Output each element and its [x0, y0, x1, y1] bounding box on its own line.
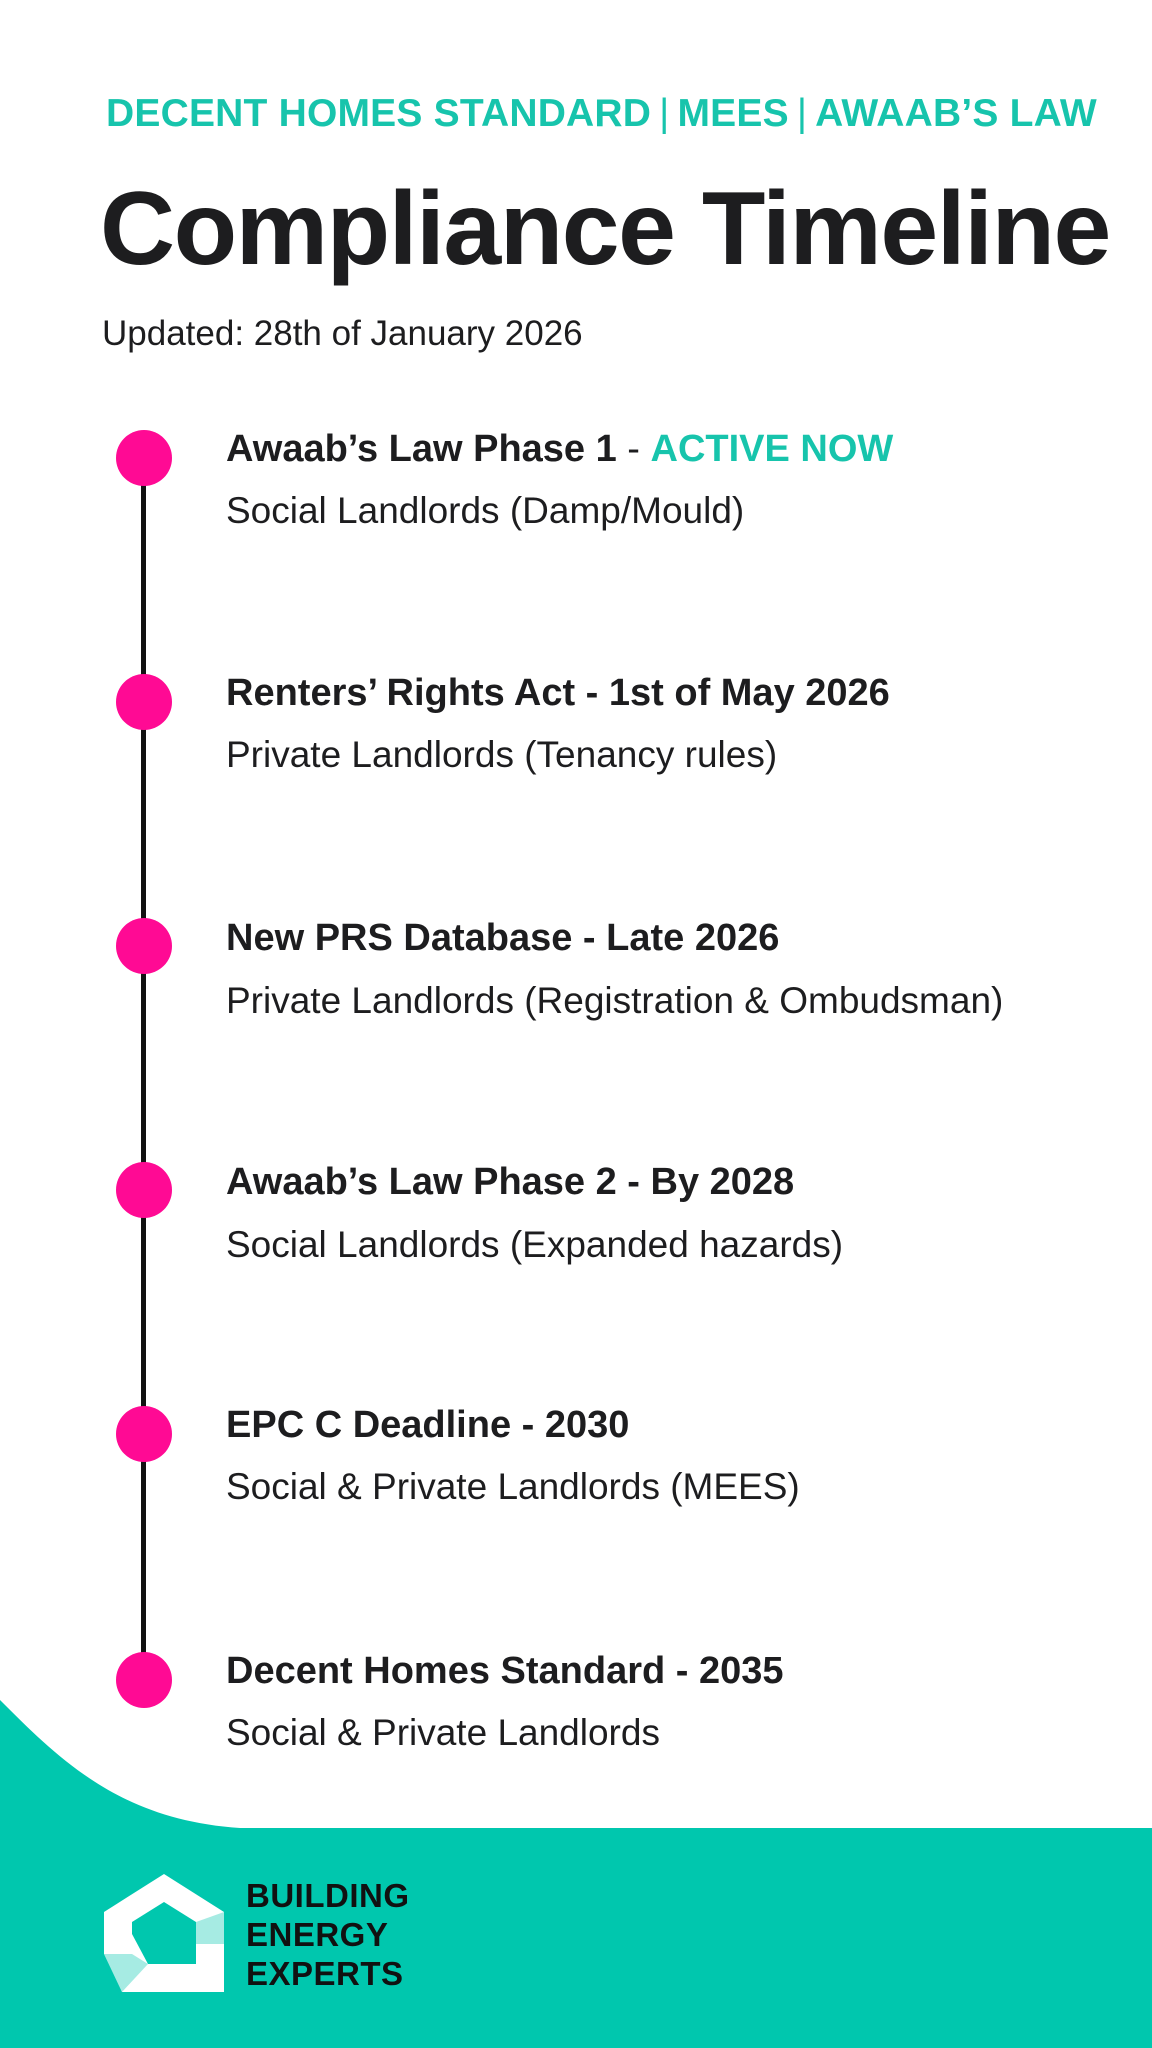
tag-separator: |: [796, 92, 808, 135]
status-active-now: ACTIVE NOW: [650, 428, 894, 470]
timeline-item-title: Renters’ Rights Act - 1st of May 2026: [226, 672, 890, 714]
timeline-item-title: Awaab’s Law Phase 2 - By 2028: [226, 1161, 795, 1203]
timeline-item-description: Private Landlords (Registration & Ombudsman): [226, 980, 1004, 1021]
timeline-item-description: Social Landlords (Damp/Mould): [226, 490, 745, 531]
timeline-item-description: Social & Private Landlords (MEES): [226, 1466, 800, 1507]
brand-line: EXPERTS: [246, 1955, 404, 1992]
brand-line: BUILDING: [246, 1877, 410, 1914]
timeline-dot: [116, 430, 172, 486]
header-tags: [106, 92, 1097, 136]
timeline-item-title-text: Awaab’s Law Phase 1: [226, 428, 617, 470]
brand-line: ENERGY: [246, 1916, 389, 1953]
tag-mees: MEES: [677, 92, 789, 135]
tag-awaabs-law: AWAAB’S LAW: [815, 92, 1097, 135]
timeline-item-title: New PRS Database - Late 2026: [226, 917, 780, 959]
tag-decent-homes: DECENT HOMES STANDARD: [106, 92, 652, 135]
timeline-dot: [116, 1162, 172, 1218]
updated-date: Updated: 28th of January 2026: [102, 314, 583, 353]
timeline-item-description: Private Landlords (Tenancy rules): [226, 734, 778, 775]
title-dash: -: [616, 428, 651, 470]
tag-separator: |: [659, 92, 670, 135]
brand-name: [246, 1876, 410, 1993]
timeline-dot: [116, 1406, 172, 1462]
timeline-item-title: [226, 428, 893, 471]
timeline-line: [141, 457, 146, 1681]
timeline-item-description: Social & Private Landlords: [226, 1712, 660, 1753]
house-logo-icon: [104, 1874, 224, 1992]
timeline-item-description: Social Landlords (Expanded hazards): [226, 1224, 844, 1265]
timeline-item-title: Decent Homes Standard - 2035: [226, 1650, 784, 1692]
timeline-item-title: EPC C Deadline - 2030: [226, 1404, 630, 1446]
timeline-dot: [116, 674, 172, 730]
page-title: Compliance Timeline: [100, 171, 1110, 287]
timeline-dot: [116, 918, 172, 974]
